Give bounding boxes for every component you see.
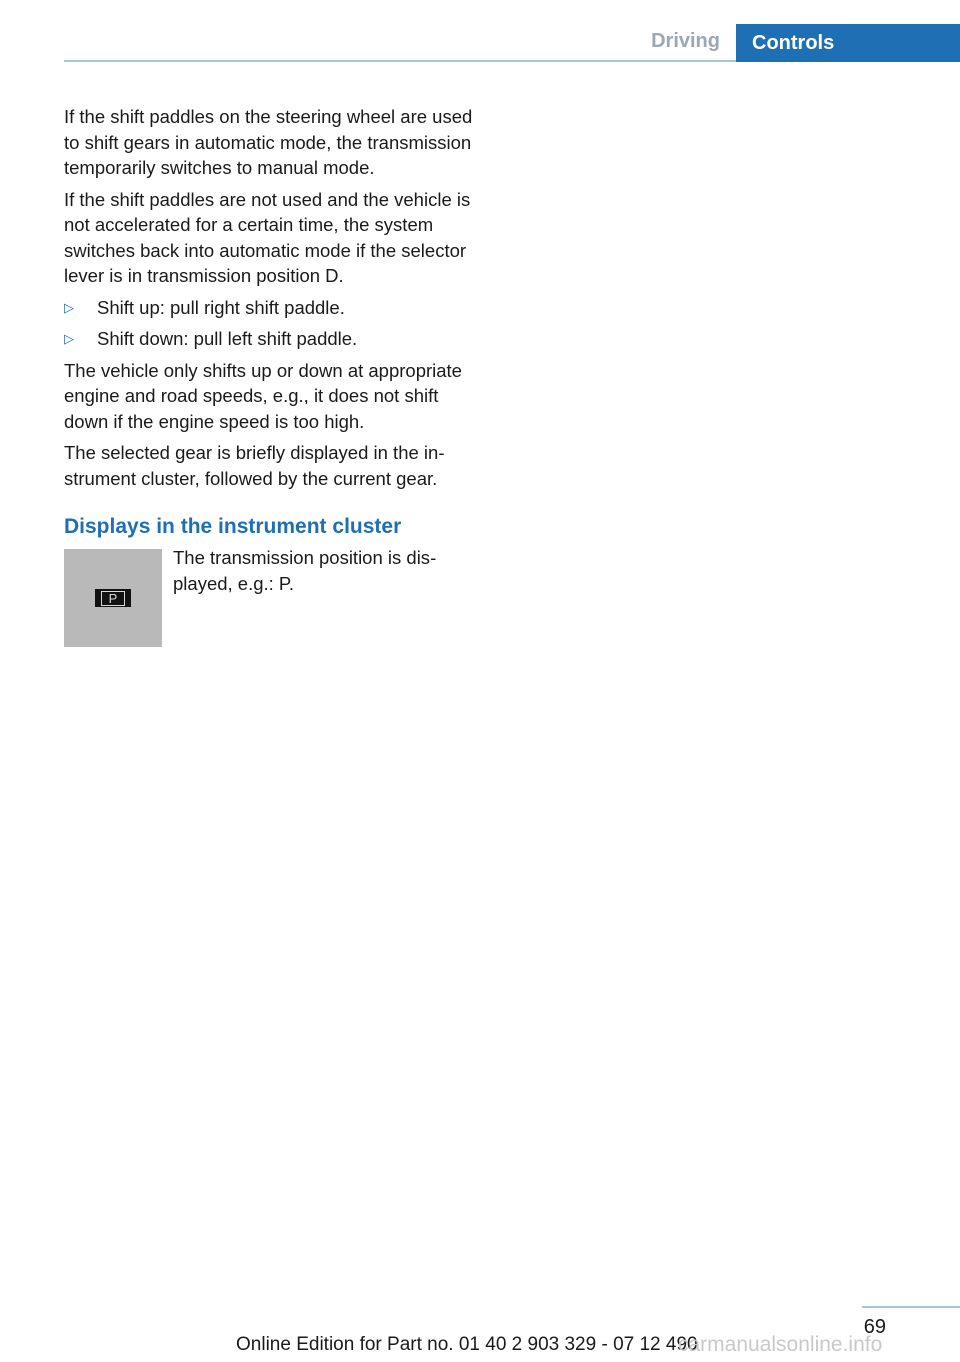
chapter-tab: Controls (736, 24, 960, 62)
list-item-text: Shift up: pull right shift paddle. (97, 296, 345, 318)
page-number: 69 (863, 1316, 886, 1338)
park-indicator-icon (95, 589, 131, 607)
watermark: carmanualsonline.info (678, 1333, 883, 1356)
figure-caption: The transmission position is displayed, e.g.: P. (173, 547, 437, 594)
footer-rule (862, 1306, 960, 1308)
paragraph-selected-gear: The selected gear is briefly displayed in the instrument cluster, followed by the current gear. (64, 442, 445, 489)
list-item (64, 326, 484, 352)
triangle-bullet-icon: ▷ (64, 299, 74, 315)
triangle-bullet-icon: ▷ (64, 331, 74, 346)
section-heading: Displays in the instrument cluster (64, 515, 402, 538)
figure-row (64, 549, 484, 647)
main-content (64, 104, 484, 647)
edition-line: Online Edition for Part no. 01 40 2 903 329 - 07 12 490 (236, 1334, 698, 1355)
list-item-text: Shift down: pull left shift paddle. (97, 328, 358, 349)
park-indicator-letter: P (101, 591, 126, 606)
section-label: Driving (651, 30, 720, 52)
list-item (64, 295, 484, 321)
paragraph-shift-conditions: The vehicle only shifts up or down at appropriate engine and road speeds, e.g., it does not shift down if the engine speed is too high. (64, 359, 462, 432)
paragraph-automatic-return: If the shift paddles are not used and the vehicle is not accelerated for a certain time, the system switches back into automatic mode if the selector lever is in transmission position D. (64, 188, 471, 286)
instrument-display-figure (64, 549, 162, 647)
paragraph-shift-paddles: If the shift paddles on the steering wheel are used to shift gears in automatic mode, the transmission temporarily switches to manual mode. (64, 106, 473, 178)
